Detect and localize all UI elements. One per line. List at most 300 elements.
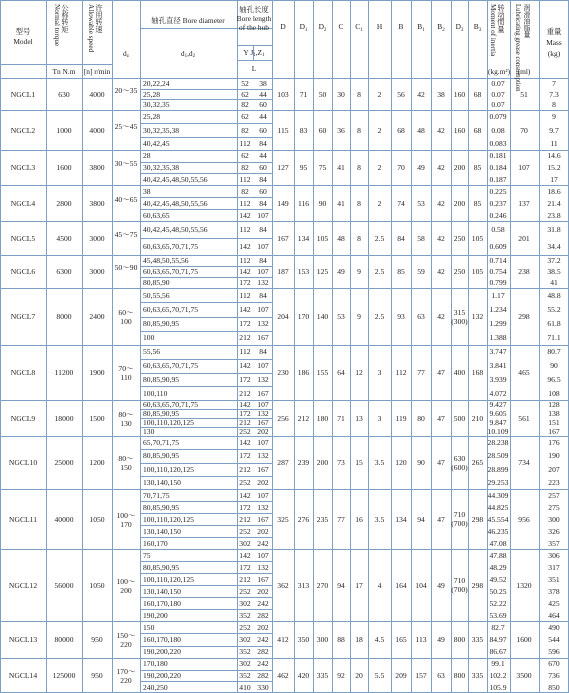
mass-cell: 850 — [548, 682, 560, 692]
column-divider — [82, 0, 83, 693]
dim-cell-h: 2.5 — [374, 267, 385, 276]
dim-cell-d: 287 — [277, 458, 289, 467]
model-header-en: Model — [13, 37, 33, 46]
d2-range-cell: 80～150 — [118, 454, 134, 472]
dim-cell-d3: 250 — [453, 267, 466, 276]
grease-cell: 734 — [518, 458, 530, 467]
hub-length-header-en2: of the hub — [239, 23, 269, 32]
dim-cell-b: 56 — [397, 89, 405, 99]
dim-cell-b: 112 — [395, 368, 407, 377]
dim-cell-b3: 105 — [471, 233, 484, 243]
column-divider — [46, 0, 47, 693]
bore-diameter-cell: 60,63,65,70,71,75 — [143, 400, 199, 409]
torque-cell: 2800 — [56, 198, 72, 208]
dim-header-d3 — [456, 22, 464, 33]
hub-length-j-cell: 60 — [259, 186, 267, 196]
dim-cell-b3: 68 — [473, 125, 482, 135]
hub-length-j-cell: 167 — [257, 418, 269, 427]
model-cell: NGCL4 — [10, 198, 36, 208]
hub-length-y-cell: 52 — [241, 78, 249, 88]
moment-of-inertia-cell: 46.235 — [487, 526, 509, 536]
dim-cell-c: 94 — [337, 580, 345, 590]
dim-cell-c1: 8 — [357, 163, 361, 172]
mass-cell: 425 — [548, 598, 560, 608]
hub-length-j-cell: 107 — [257, 438, 269, 448]
dim-cell-c: 71 — [337, 413, 345, 423]
dim-header-b1 — [417, 22, 424, 33]
dim-cell-b1: 77 — [417, 368, 425, 377]
dim-header-h — [377, 22, 382, 31]
moment-of-inertia-cell: 44.309 — [487, 490, 509, 500]
dim-cell-b2: 47 — [437, 413, 445, 423]
hub-length-j-cell: 202 — [257, 622, 269, 632]
model-cell: NGCL10 — [8, 458, 38, 467]
hub-length-j-cell: 44 — [259, 89, 267, 99]
dim-cell-d: 204 — [277, 312, 289, 321]
dim-cell-b1: 94 — [417, 514, 425, 524]
mass-cell: 15.2 — [547, 163, 561, 172]
dim-cell-h: 5.5 — [374, 671, 385, 680]
dim-cell-b2: 49 — [437, 580, 445, 590]
dim-cell-d1: 276 — [297, 514, 310, 524]
d2-symbol: d — [123, 49, 127, 58]
bore-diameter-header: 轴孔直径 Bore diameter — [151, 16, 225, 25]
torque-cell: 18000 — [54, 413, 74, 423]
dim-cell-c: 48 — [337, 233, 345, 243]
dim-cell-c1: 8 — [357, 89, 361, 99]
moment-of-inertia-cell: 9.847 — [489, 418, 507, 427]
dim-cell-d2: 155 — [316, 368, 329, 377]
hub-length-y-cell: 112 — [239, 138, 251, 148]
mass-cell: 190 — [548, 451, 560, 461]
dim-cell-c: 73 — [337, 458, 345, 467]
hub-length-y-cell: 142 — [239, 490, 251, 500]
bore-diameter-cell: 80,85,90,95 — [143, 409, 180, 418]
subrow-divider — [140, 331, 272, 332]
hub-length-j-cell: 60 — [259, 163, 267, 172]
mass-cell: 464 — [548, 610, 560, 620]
bore-diameter-cell: 100,110 — [143, 388, 168, 398]
bore-diameter-cell: 40,42,45,48,50,55,56 — [143, 174, 208, 184]
moment-of-inertia-cell: 29.253 — [487, 477, 509, 487]
speed-cell: 3800 — [89, 198, 105, 208]
hub-length-j-cell: 202 — [257, 526, 269, 536]
dim-header-c — [339, 22, 344, 31]
moment-of-inertia-cell: 0.609 — [489, 242, 507, 251]
row-divider — [0, 150, 569, 151]
mass-cell: 80.7 — [547, 347, 561, 357]
column-divider — [539, 0, 540, 693]
mass-cell: 61.8 — [547, 319, 561, 329]
dim-cell-b1: 63 — [417, 312, 425, 321]
row-divider — [0, 255, 569, 256]
moment-of-inertia-cell: 9.605 — [489, 409, 507, 418]
column-divider — [332, 0, 333, 693]
d2-subscript: z — [126, 54, 129, 59]
moment-of-inertia-cell: 1.299 — [489, 319, 507, 329]
d1d2-part: 1 — [184, 54, 188, 59]
hub-length-j-cell: 132 — [257, 319, 269, 329]
hub-length-y-cell: 172 — [239, 562, 251, 572]
bore-diameter-cell: 75 — [143, 550, 151, 560]
column-divider — [112, 0, 113, 693]
hub-length-y-cell: 82 — [241, 163, 249, 172]
model-cell: NGCL11 — [9, 514, 37, 524]
bore-diameter-cell: 130,140,150 — [143, 477, 181, 487]
dim-cell-d2: 125 — [316, 267, 329, 276]
hub-length-j-cell: 167 — [257, 574, 269, 584]
subrow-divider — [140, 238, 272, 239]
hub-length-y-cell: 112 — [239, 256, 251, 265]
mass-cell: 9 — [552, 112, 556, 122]
dim-cell-d3: 400 — [453, 368, 466, 377]
dim-symbol: C — [338, 22, 344, 31]
dim-cell-d1: 153 — [297, 267, 310, 276]
grease-cell: 956 — [518, 514, 530, 524]
moment-of-inertia-cell: 9.427 — [489, 400, 507, 409]
speed-cell: 2400 — [89, 312, 105, 321]
hub-length-j-cell: 44 — [259, 151, 267, 161]
torque-cell: 630 — [58, 89, 70, 99]
dim-subscript: 1 — [360, 28, 363, 33]
d2-range-cell: 100～200 — [116, 576, 136, 595]
dim-cell-d: 103 — [277, 89, 289, 99]
row-divider — [0, 621, 569, 622]
mass-cell: 31.8 — [547, 225, 561, 234]
dim-cell-b2: 42 — [437, 233, 445, 243]
d2-header — [123, 49, 129, 61]
dim-cell-h: 2 — [377, 125, 382, 135]
bore-diameter-cell: 160,170 — [143, 538, 168, 548]
dim-cell-c: 64 — [337, 368, 345, 377]
dim-cell-d1: 116 — [297, 198, 310, 208]
dim-cell-d1: 71 — [299, 89, 308, 99]
hub-length-j-cell: 60 — [259, 125, 267, 135]
dim-cell-c1: 18 — [355, 635, 363, 644]
d2-range-cell: 70～110 — [118, 364, 134, 382]
hub-length-y-cell: 142 — [239, 438, 251, 448]
hub-length-j-cell: 167 — [257, 464, 269, 474]
d2-range-cell: 80～130 — [118, 409, 134, 428]
speed-cell: 1900 — [89, 368, 105, 377]
hub-length-y-cell: 82 — [241, 125, 249, 135]
grease-cell: 1320 — [516, 580, 532, 590]
bore-diameter-cell: 40,42,45,48,50,55,56 — [143, 225, 208, 234]
grease-cell: 238 — [518, 267, 530, 276]
torque-cell: 56000 — [54, 580, 74, 590]
dim-symbol: H — [376, 22, 383, 31]
bore-diameter-cell: 240,250 — [143, 682, 168, 692]
moment-of-inertia-header — [489, 4, 505, 56]
speed-header — [87, 4, 103, 52]
column-divider — [510, 0, 511, 693]
mass-cell: 7 — [552, 78, 556, 88]
dim-cell-b: 134 — [395, 514, 407, 524]
mass-cell: 378 — [548, 586, 560, 596]
mass-cell: 18.6 — [547, 186, 561, 196]
dim-cell-b1: 49 — [417, 163, 425, 172]
mass-cell: 207 — [548, 464, 560, 474]
grease-header — [513, 4, 529, 92]
dim-cell-b3: 298 — [471, 514, 484, 524]
mass-cell: 351 — [548, 574, 560, 584]
hub-length-y-cell: 112 — [239, 174, 251, 184]
d1d2-part: ,d — [187, 49, 193, 58]
dim-cell-c1: 20 — [355, 671, 363, 680]
hub-length-j-cell: 282 — [257, 671, 269, 680]
column-divider — [237, 0, 238, 693]
dim-symbol: B — [417, 22, 423, 31]
torque-header-en: Normal torque — [53, 4, 61, 47]
hub-length-y-cell: 82 — [241, 100, 249, 110]
hub-length-j-cell: 202 — [257, 586, 269, 596]
hub-length-j-cell: 282 — [257, 647, 269, 657]
hub-length-j-cell: 202 — [257, 477, 269, 487]
dim-subscript: 3 — [460, 28, 464, 33]
moment-of-inertia-cell: 0.58 — [491, 225, 505, 234]
hub-length-j-cell: 107 — [257, 400, 269, 409]
bore-diameter-cell: 80,85,90,95 — [143, 319, 180, 329]
column-divider — [368, 0, 369, 693]
dim-cell-c: 92 — [337, 671, 345, 680]
yj-part: ,Z — [255, 48, 263, 57]
dim-cell-c: 41 — [337, 163, 345, 172]
moment-of-inertia-cell: 1.17 — [491, 290, 505, 300]
bore-diameter-cell: 160,170,180 — [143, 635, 181, 644]
moment-of-inertia-cell: 0.187 — [489, 174, 507, 184]
hub-length-j-cell: 84 — [259, 347, 267, 357]
hub-length-y-cell: 252 — [239, 586, 251, 596]
bore-diameter-cell: 60,63,65,70,71,75 — [143, 242, 199, 251]
dim-cell-c1: 8 — [357, 233, 361, 243]
mass-cell: 55.2 — [547, 304, 561, 314]
hub-length-j-cell: 60 — [259, 100, 267, 110]
bore-diameter-cell: 60,63,65,70,71,75 — [143, 361, 199, 371]
dim-cell-c1: 13 — [355, 413, 363, 423]
dim-cell-h: 3.5 — [374, 514, 385, 524]
bore-diameter-cell: 100,110,120,125 — [143, 418, 194, 427]
dim-cell-d3: 250 — [453, 233, 466, 243]
bore-diameter-cell: 100,110,120,125 — [143, 514, 194, 524]
moi-unit: (kg.m²) — [487, 67, 511, 76]
mass-cell: 670 — [548, 659, 560, 669]
model-header-zh: 型号 — [15, 27, 31, 36]
mass-cell: 37.2 — [547, 256, 561, 265]
hub-length-y-cell: 172 — [239, 409, 251, 418]
torque-cell: 40000 — [54, 514, 74, 524]
mass-cell: 257 — [548, 490, 560, 500]
hub-length-j-cell: 84 — [259, 256, 267, 265]
mass-cell: 128 — [548, 400, 560, 409]
dim-cell-d1: 134 — [297, 233, 310, 243]
mass-cell: 223 — [548, 477, 560, 487]
dim-header-d1 — [300, 22, 308, 33]
dim-cell-b1: 48 — [417, 125, 425, 135]
dim-cell-d3: 800 — [453, 671, 466, 680]
dim-cell-c: 53 — [337, 312, 345, 321]
hub-length-y-cell: 352 — [239, 610, 251, 620]
hub-length-j-cell: 84 — [259, 290, 267, 300]
moment-of-inertia-cell: 45.554 — [487, 514, 509, 524]
hub-length-j-cell: 330 — [257, 682, 269, 692]
moment-of-inertia-cell: 105.9 — [489, 682, 507, 692]
column-divider — [431, 0, 432, 693]
d1d2-part: 2 — [192, 54, 196, 59]
dim-cell-c1: 8 — [357, 198, 361, 208]
d2-range-cell: 50～90 — [114, 263, 138, 272]
speed-header-zh: 许用转速 — [95, 4, 103, 33]
dim-cell-b: 165 — [395, 635, 407, 644]
mass-cell: 17 — [550, 174, 558, 184]
hub-length-y-cell: 62 — [241, 89, 249, 99]
dim-cell-b: 93 — [397, 312, 405, 321]
grease-cell: 107 — [518, 163, 530, 172]
dim-cell-d3: 800 — [453, 635, 466, 644]
moment-of-inertia-cell: 0.237 — [489, 198, 507, 208]
hub-length-y-cell: 352 — [239, 671, 251, 680]
moment-of-inertia-cell: 0.754 — [489, 267, 507, 276]
dim-cell-h: 3 — [377, 413, 382, 423]
hub-length-j-cell: 107 — [257, 242, 269, 251]
speed-cell: 3000 — [89, 267, 105, 276]
dim-cell-c1: 16 — [355, 514, 363, 524]
hub-length-y-cell: 142 — [239, 210, 251, 220]
torque-header-zh: 公称转矩 — [61, 4, 69, 33]
dim-cell-d: 256 — [277, 413, 289, 423]
mass-cell: 71.1 — [547, 333, 561, 343]
row-divider — [0, 436, 569, 437]
bore-diameter-cell: 100,110,120,125 — [143, 464, 194, 474]
hub-length-j-cell: 132 — [257, 502, 269, 512]
grease-cell: 465 — [518, 368, 530, 377]
moment-of-inertia-cell: 102.2 — [489, 671, 507, 680]
hub-length-j-cell: 38 — [259, 78, 267, 88]
dim-cell-d3: 710 (700) — [451, 576, 468, 594]
dim-header-c1 — [355, 22, 362, 33]
dim-cell-b2: 42 — [437, 267, 445, 276]
hub-length-y-cell: 62 — [241, 151, 249, 161]
dim-cell-b: 119 — [395, 413, 407, 423]
mass-unit: (kg) — [547, 49, 561, 58]
mass-header-zh: 重量 — [546, 27, 562, 36]
mass-cell: 23.8 — [547, 210, 561, 220]
hub-length-y-cell: 142 — [239, 361, 251, 371]
bore-diameter-cell: 170,180 — [143, 659, 168, 669]
bore-diameter-cell: 80,85,90,95 — [143, 502, 180, 512]
dim-cell-b3: 168 — [471, 368, 484, 377]
moment-of-inertia-cell: 1.388 — [489, 333, 507, 343]
hub-length-j-cell: 282 — [257, 610, 269, 620]
dim-cell-b1: 42 — [417, 89, 425, 99]
speed-unit: [n] r/min — [83, 67, 111, 76]
dim-header-b — [399, 22, 404, 31]
hub-length-j-cell: 167 — [257, 388, 269, 398]
bore-diameter-cell: 60,63,65 — [143, 210, 170, 220]
mass-cell: 34.4 — [547, 242, 561, 251]
mass-cell: 275 — [548, 502, 560, 512]
d1d2-header — [181, 49, 195, 61]
torque-cell: 125000 — [52, 671, 76, 680]
moment-of-inertia-cell: 52.22 — [489, 598, 507, 608]
moment-of-inertia-cell: 0.08 — [491, 125, 505, 135]
mass-cell: 9.7 — [549, 125, 559, 135]
d2-range-cell: 60～100 — [118, 308, 134, 326]
dim-cell-h: 2.5 — [374, 233, 385, 243]
dim-cell-b1: 90 — [417, 458, 425, 467]
dim-cell-d3: 500 — [453, 413, 466, 423]
column-divider — [391, 0, 392, 693]
dim-cell-b2: 42 — [437, 125, 445, 135]
mass-cell: 151 — [548, 418, 560, 427]
row-divider — [0, 110, 569, 111]
subrow-divider — [140, 359, 272, 360]
hub-length-y-cell: 112 — [239, 347, 251, 357]
moment-of-inertia-cell: 0.07 — [491, 78, 505, 88]
hub-length-j-cell: 167 — [257, 514, 269, 524]
dim-cell-b3: 68 — [473, 89, 482, 99]
torque-cell: 1000 — [56, 125, 72, 135]
grease-unit: (ml) — [517, 67, 531, 76]
hub-length-y-cell: 82 — [241, 186, 249, 196]
dim-cell-c: 88 — [337, 635, 345, 644]
column-divider — [350, 0, 351, 693]
dim-cell-d2: 50 — [318, 89, 327, 99]
hub-length-y-cell: 142 — [239, 242, 251, 251]
bore-diameter-cell: 190,200 — [143, 610, 168, 620]
subrow-divider — [140, 302, 272, 303]
moment-of-inertia-cell: 0.714 — [489, 256, 507, 265]
dim-cell-d: 149 — [277, 198, 289, 208]
bore-diameter-cell: 30,32,35 — [143, 100, 170, 110]
dim-cell-b1: 59 — [417, 267, 425, 276]
hub-length-j-cell: 107 — [257, 304, 269, 314]
dim-cell-h: 3 — [377, 368, 382, 377]
hub-length-y-cell: 252 — [239, 526, 251, 536]
dim-cell-d2: 200 — [316, 458, 329, 467]
torque-cell: 25000 — [54, 458, 74, 467]
hub-length-y-cell: 302 — [239, 538, 251, 548]
speed-cell: 1500 — [89, 413, 105, 423]
dim-symbol: D — [455, 22, 461, 31]
dim-cell-d2: 90 — [318, 198, 327, 208]
dim-cell-b3: 132 — [471, 312, 484, 321]
dim-cell-b1: 80 — [417, 413, 425, 423]
dim-cell-d1: 313 — [297, 580, 310, 590]
row-divider — [0, 221, 569, 222]
hub-length-j-cell: 202 — [257, 427, 269, 436]
speed-cell: 3000 — [89, 233, 105, 243]
moment-of-inertia-cell: 0.079 — [489, 112, 507, 122]
dim-cell-c: 49 — [337, 267, 345, 276]
yj-header — [243, 48, 264, 60]
dim-cell-d: 167 — [277, 233, 289, 243]
subrow-divider — [140, 633, 272, 634]
mass-cell: 7.3 — [549, 89, 559, 99]
speed-cell: 4000 — [89, 125, 105, 135]
moment-of-inertia-cell: 1.234 — [489, 304, 507, 314]
hub-length-j-cell: 167 — [257, 333, 269, 343]
hub-length-j-cell: 107 — [257, 210, 269, 220]
column-divider — [294, 0, 295, 693]
model-cell: NGCL8 — [10, 368, 36, 377]
speed-cell: 950 — [91, 671, 103, 680]
grease-cell: 201 — [518, 233, 530, 243]
dim-cell-c1: 8 — [357, 125, 361, 135]
hub-length-y-cell: 142 — [239, 304, 251, 314]
dim-cell-d: 115 — [277, 125, 289, 135]
moment-of-inertia-cell: 0.799 — [489, 278, 507, 287]
dim-cell-b1: 113 — [415, 635, 427, 644]
